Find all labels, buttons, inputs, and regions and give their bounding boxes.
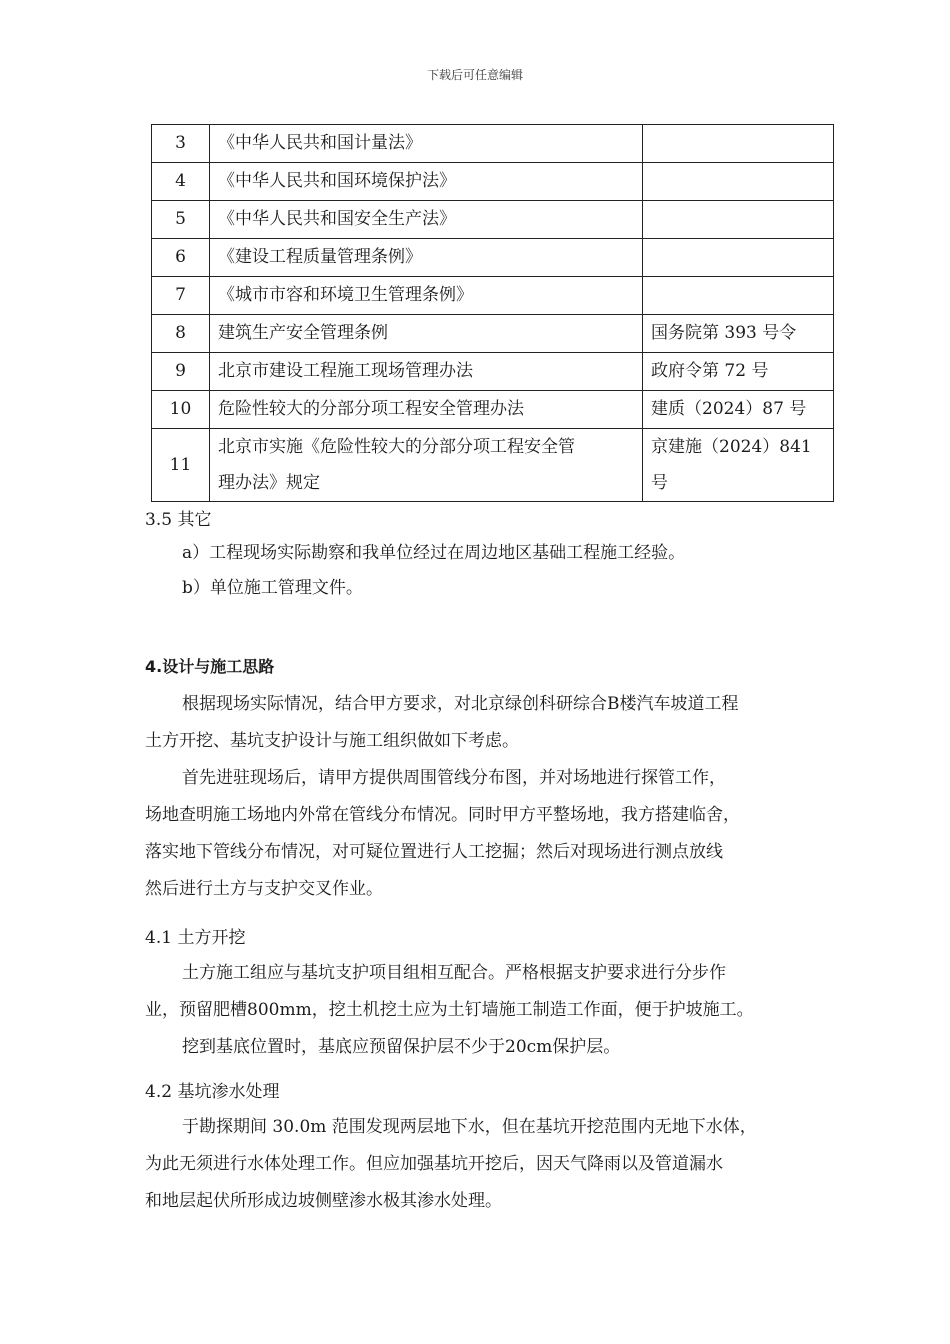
section-4-2-title: 4.2 基坑渗水处理 xyxy=(145,1082,280,1102)
table-row xyxy=(152,353,834,391)
row-number: 9 xyxy=(152,353,210,391)
table-row xyxy=(152,163,834,201)
section-4-heading: 4.设计与施工思路 xyxy=(145,657,275,676)
regulations-table xyxy=(151,124,834,502)
regulation-ref-line: 号 xyxy=(651,473,668,493)
row-number: 11 xyxy=(152,429,210,502)
table-row xyxy=(152,239,834,277)
paragraph-line: 首先进驻现场后，请甲方提供周围管线分布图，并对场地进行探管工作， xyxy=(182,768,726,788)
section-3-5-title: 3.5 其它 xyxy=(145,510,212,530)
list-item-a: a）工程现场实际勘察和我单位经过在周边地区基础工程施工经验。 xyxy=(182,543,686,563)
table-row xyxy=(152,429,834,502)
regulation-name: 北京市建设工程施工现场管理办法 xyxy=(210,353,643,391)
paragraph-line: 于勘探期间 30.0m 范围发现两层地下水，但在基坑开挖范围内无地下水体， xyxy=(182,1117,757,1137)
table-row xyxy=(152,125,834,163)
row-number: 3 xyxy=(152,125,210,163)
paragraph-line: 业，预留肥槽800mm，挖土机挖土应为土钉墙施工制造工作面，便于护坡施工。 xyxy=(145,1000,754,1020)
regulation-ref xyxy=(643,163,834,201)
table-row xyxy=(152,277,834,315)
regulation-name: 《中华人民共和国安全生产法》 xyxy=(210,201,643,239)
paragraph-line: 然后进行土方与支护交叉作业。 xyxy=(145,879,383,899)
paragraph-line: 根据现场实际情况，结合甲方要求，对北京绿创科研综合B楼汽车坡道工程 xyxy=(182,694,739,714)
regulation-name: 建筑生产安全管理条例 xyxy=(210,315,643,353)
regulation-ref xyxy=(643,201,834,239)
paragraph-line: 和地层起伏所形成边坡侧壁渗水极其渗水处理。 xyxy=(145,1191,502,1211)
regulation-ref-line: 京建施（2024）841 xyxy=(651,437,812,457)
regulation-ref: 建质（2024）87 号 xyxy=(643,391,834,429)
paragraph-line: 土方施工组应与基坑支护项目组相互配合。严格根据支护要求进行分步作 xyxy=(182,963,726,983)
regulation-name: 《中华人民共和国计量法》 xyxy=(210,125,643,163)
regulation-ref: 政府令第 72 号 xyxy=(643,353,834,391)
row-number: 4 xyxy=(152,163,210,201)
regulation-name: 《城市市容和环境卫生管理条例》 xyxy=(210,277,643,315)
regulation-ref xyxy=(643,125,834,163)
paragraph-line: 土方开挖、基坑支护设计与施工组织做如下考虑。 xyxy=(145,731,519,751)
section-4-1-title: 4.1 土方开挖 xyxy=(145,928,246,948)
table-row xyxy=(152,391,834,429)
regulation-ref xyxy=(643,239,834,277)
row-number: 10 xyxy=(152,391,210,429)
row-number: 8 xyxy=(152,315,210,353)
regulation-name: 危险性较大的分部分项工程安全管理办法 xyxy=(210,391,643,429)
regulation-name-line: 北京市实施《危险性较大的分部分项工程安全管 xyxy=(218,437,575,457)
page-header: 下载后可任意编辑 xyxy=(426,68,523,82)
paragraph-line: 为此无须进行水体处理工作。但应加强基坑开挖后，因天气降雨以及管道漏水 xyxy=(145,1154,723,1174)
paragraph-line: 落实地下管线分布情况，对可疑位置进行人工挖掘；然后对现场进行测点放线 xyxy=(145,842,723,862)
regulation-ref xyxy=(643,277,834,315)
paragraph-line: 场地查明施工场地内外常在管线分布情况。同时甲方平整场地，我方搭建临舍， xyxy=(145,805,740,825)
row-number: 7 xyxy=(152,277,210,315)
regulation-name: 《建设工程质量管理条例》 xyxy=(210,239,643,277)
regulation-ref: 国务院第 393 号令 xyxy=(643,315,834,353)
regulation-name-line: 理办法》规定 xyxy=(218,473,320,493)
table-row xyxy=(152,201,834,239)
table-row xyxy=(152,315,834,353)
row-number: 5 xyxy=(152,201,210,239)
row-number: 6 xyxy=(152,239,210,277)
regulation-name: 《中华人民共和国环境保护法》 xyxy=(210,163,643,201)
paragraph-line: 挖到基底位置时，基底应预留保护层不少于20cm保护层。 xyxy=(182,1037,621,1057)
regulation-ref xyxy=(643,429,834,502)
regulation-name xyxy=(210,429,643,502)
list-item-b: b）单位施工管理文件。 xyxy=(182,578,363,598)
